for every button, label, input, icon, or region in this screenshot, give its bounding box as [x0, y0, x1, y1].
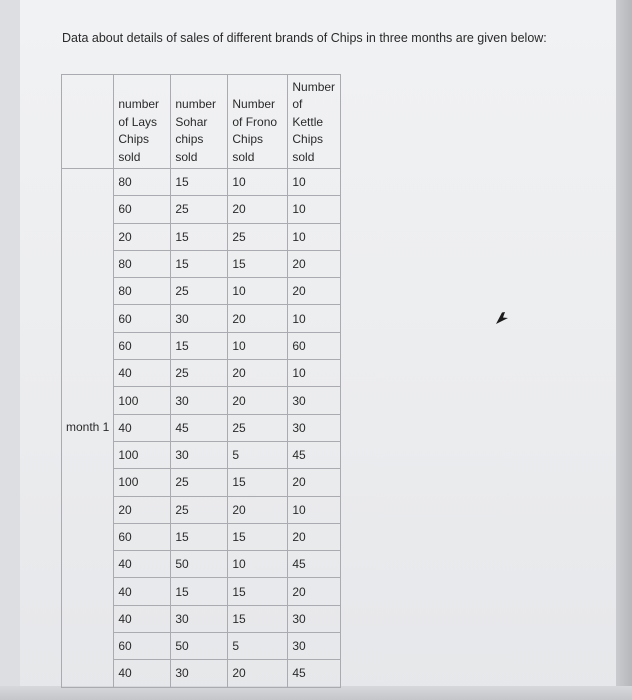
cell-kettle: 10	[288, 496, 341, 523]
cell-sohar: 25	[171, 469, 228, 496]
cell-frono: 15	[228, 605, 288, 632]
cell-lays: 60	[114, 305, 171, 332]
cell-frono: 20	[228, 660, 288, 687]
cell-lays: 80	[114, 278, 171, 305]
cell-sohar: 15	[171, 250, 228, 277]
cell-sohar: 50	[171, 633, 228, 660]
cell-kettle: 10	[288, 223, 341, 250]
cell-frono: 10	[228, 332, 288, 359]
cell-lays: 60	[114, 523, 171, 550]
cell-frono: 15	[228, 523, 288, 550]
cell-sohar: 30	[171, 387, 228, 414]
cell-sohar: 50	[171, 551, 228, 578]
cell-sohar: 15	[171, 523, 228, 550]
cell-frono: 10	[228, 551, 288, 578]
cell-lays: 80	[114, 169, 171, 196]
cell-frono: 25	[228, 414, 288, 441]
cell-frono: 20	[228, 387, 288, 414]
cell-lays: 40	[114, 605, 171, 632]
cell-sohar: 15	[171, 223, 228, 250]
cell-lays: 20	[114, 223, 171, 250]
cell-frono: 15	[228, 469, 288, 496]
cell-frono: 15	[228, 578, 288, 605]
cell-sohar: 15	[171, 578, 228, 605]
cell-kettle: 10	[288, 196, 341, 223]
cell-sohar: 15	[171, 169, 228, 196]
cell-frono: 20	[228, 360, 288, 387]
cell-kettle: 45	[288, 551, 341, 578]
cell-kettle: 30	[288, 387, 341, 414]
cell-frono: 15	[228, 250, 288, 277]
cell-sohar: 45	[171, 414, 228, 441]
cell-kettle: 45	[288, 441, 341, 468]
cell-sohar: 30	[171, 305, 228, 332]
cell-lays: 100	[114, 441, 171, 468]
cell-frono: 20	[228, 496, 288, 523]
cell-kettle: 10	[288, 169, 341, 196]
table-header-row	[62, 75, 341, 169]
cell-frono: 20	[228, 196, 288, 223]
cell-lays: 40	[114, 414, 171, 441]
cell-kettle: 30	[288, 633, 341, 660]
cell-lays: 40	[114, 360, 171, 387]
header-frono: Number of Frono Chips sold	[228, 75, 288, 169]
cell-frono: 5	[228, 441, 288, 468]
cell-kettle: 10	[288, 360, 341, 387]
cell-kettle: 10	[288, 305, 341, 332]
cell-frono: 5	[228, 633, 288, 660]
cell-lays: 60	[114, 633, 171, 660]
cell-lays: 40	[114, 578, 171, 605]
cell-frono: 10	[228, 169, 288, 196]
arrow-cursor-icon	[494, 310, 510, 326]
header-sohar: number Sohar chips sold	[171, 75, 228, 169]
cell-lays: 100	[114, 387, 171, 414]
cell-sohar: 15	[171, 332, 228, 359]
page-edge-right	[616, 0, 632, 700]
header-lays: number of Lays Chips sold	[114, 75, 171, 169]
cell-sohar: 30	[171, 605, 228, 632]
cell-frono: 25	[228, 223, 288, 250]
cell-kettle: 20	[288, 469, 341, 496]
cell-kettle: 20	[288, 523, 341, 550]
cell-lays: 40	[114, 660, 171, 687]
table-row	[62, 169, 341, 196]
cell-lays: 100	[114, 469, 171, 496]
cell-kettle: 45	[288, 660, 341, 687]
intro-text: Data about details of sales of different brands of Chips in three months are given below:	[62, 31, 547, 45]
cell-frono: 10	[228, 278, 288, 305]
cell-kettle: 20	[288, 578, 341, 605]
cell-lays: 20	[114, 496, 171, 523]
sales-table	[61, 74, 341, 688]
cell-kettle: 30	[288, 414, 341, 441]
header-kettle: Number of Kettle Chips sold	[288, 75, 341, 169]
cell-lays: 60	[114, 196, 171, 223]
header-blank	[62, 75, 114, 169]
month-label: month 1	[62, 169, 114, 688]
cell-lays: 60	[114, 332, 171, 359]
cell-sohar: 25	[171, 496, 228, 523]
cell-sohar: 30	[171, 441, 228, 468]
cell-sohar: 25	[171, 278, 228, 305]
cell-lays: 40	[114, 551, 171, 578]
cell-kettle: 20	[288, 278, 341, 305]
cell-sohar: 30	[171, 660, 228, 687]
cell-kettle: 30	[288, 605, 341, 632]
cell-sohar: 25	[171, 196, 228, 223]
cell-kettle: 60	[288, 332, 341, 359]
cell-frono: 20	[228, 305, 288, 332]
cell-lays: 80	[114, 250, 171, 277]
page-edge-bottom	[0, 686, 632, 700]
cell-kettle: 20	[288, 250, 341, 277]
cell-sohar: 25	[171, 360, 228, 387]
